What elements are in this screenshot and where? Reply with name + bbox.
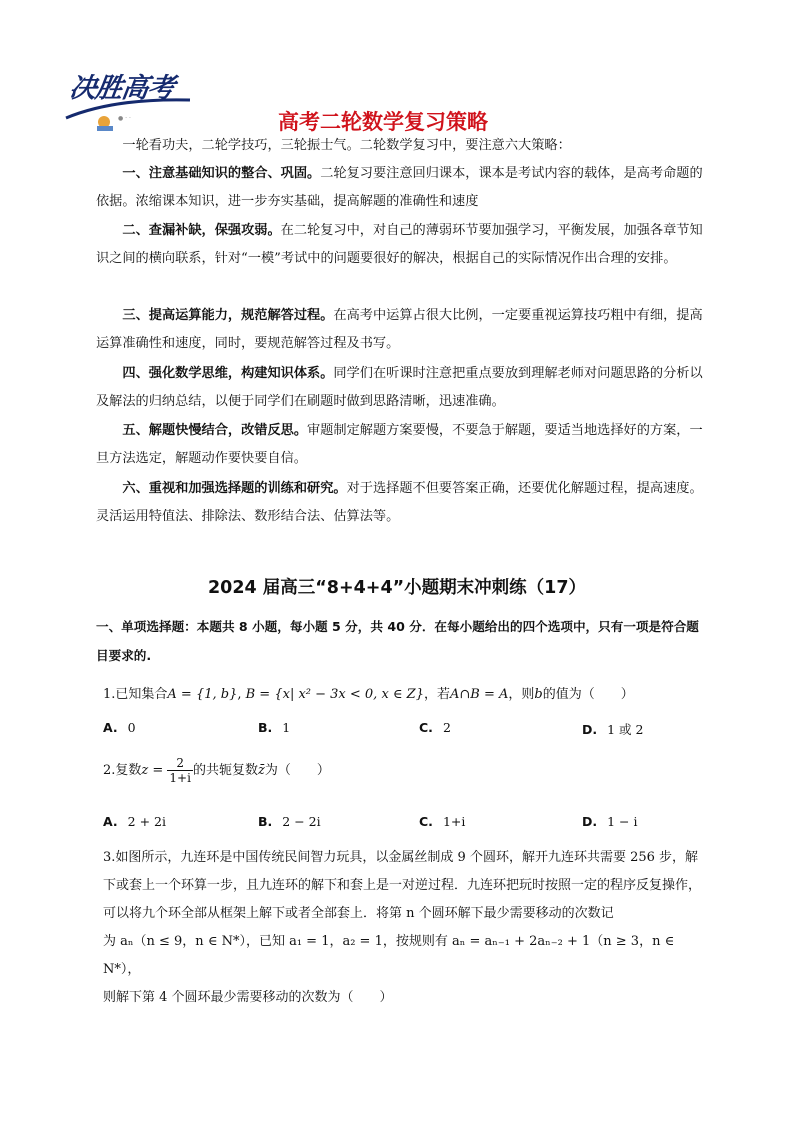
- q1-set-b: B = {x| x² − 3x < 0, x ∈ Z}: [245, 687, 424, 702]
- question-3: [103, 844, 707, 1012]
- q2-prefix: 2.复数: [103, 763, 142, 778]
- q1-var: b: [534, 687, 543, 702]
- q2-lhs: z =: [141, 763, 164, 778]
- q3-line-1: 3.如图所示，九连环是中国传统民间智力玩具，以金属丝制成 9 个圆环，解开九连环共需要 256 步，解下或套上一个环算一步，且九连环的解下和套上是一对逆过程．九连环把玩时按照一定的程序反复操作，可以将九个环全部从框架上解下或者全部套上．将第 n 个圆环解下最少需要移动的次数记: [103, 850, 702, 921]
- q2-suffix: 的共轭复数: [192, 763, 258, 778]
- strategy-5: [96, 417, 704, 473]
- exam-title: 2024 届高三“8+4+4”小题期末冲刺练（17）: [207, 578, 586, 598]
- q1-option-c: C. 2: [419, 720, 451, 735]
- strategy-6: [96, 475, 704, 531]
- q2-option-c: C. 1+i: [419, 814, 466, 829]
- section-instruction: 一、单项选择题：本题共 8 小题，每小题 5 分，共 40 分．在每小题给出的四个选项中，只有一项是符合题目要求的.: [96, 619, 699, 663]
- strategy-1: [96, 160, 704, 216]
- logo: [64, 62, 194, 132]
- q1-prefix: 1.已知集合: [103, 687, 168, 702]
- q1-option-a: A. 0: [103, 720, 136, 735]
- strategy-4-heading: 四、强化数学思维，构建知识体系。: [122, 366, 334, 381]
- strategy-6-heading: 六、重视和加强选择题的训练和研究。: [122, 481, 347, 496]
- strategy-5-heading: 五、解题快慢结合，改错反思。: [122, 423, 308, 438]
- question-2: [103, 756, 330, 785]
- intro-paragraph: [96, 132, 704, 160]
- strategy-6-text: 对于选择题不但要答案正确，还要优化解题过程，提高速度。灵活运用特值法、排除法、数形结合法、估算法等。: [96, 481, 703, 524]
- strategy-1-text: 二轮复习要注意回归课本，课本是考试内容的载体，是高考命题的依据。浓缩课本知识，进一步夯实基础，提高解题的准确性和速度: [96, 166, 703, 209]
- q2-zbar: z̄: [257, 763, 265, 778]
- logo-text: 决胜高考: [67, 73, 176, 104]
- q2-end: 为（ ）: [264, 763, 330, 778]
- q3-line-2: 为 aₙ（n ≤ 9，n ∈ N*），已知 a₁ = 1，a₂ = 1，按规则有 aₙ = aₙ₋₁ + 2aₙ₋₂ + 1（n ≥ 3，n ∈ N*），: [103, 934, 675, 977]
- q2-option-b: B. 2 − 2i: [258, 814, 321, 829]
- q1-option-b: B. 1: [258, 720, 291, 735]
- q1-suffix: ，则: [508, 687, 535, 702]
- q1-option-d: D. 1 或 2: [582, 722, 644, 737]
- logo-swoosh-icon: [64, 96, 194, 132]
- strategy-4-text: 同学们在听课时注意把重点要放到理解老师对问题思路的分析以及解法的归纳总结，以便于同学们在刷题时做到思路清晰，迅速准确。: [96, 366, 703, 409]
- q2-option-a: A. 2 + 2i: [103, 814, 166, 829]
- question-1: 1.已知集合A = {1, b}, B = {x| x² − 3x < 0, x ∈ Z}，若A∩B = A，则b的值为（ ）: [103, 687, 634, 702]
- strategy-1-heading: 一、注意基础知识的整合、巩固。: [122, 166, 321, 181]
- strategy-3: [96, 302, 704, 358]
- q1-set-a: A = {1, b}: [167, 687, 238, 702]
- strategy-2-text: 在二轮复习中，对自己的薄弱环节要加强学习，平衡发展，加强各章节知识之间的横向联系，针对“一模”考试中的问题要很好的解决，根据自己的实际情况作出合理的安排。: [96, 223, 703, 266]
- page-title: 高考二轮数学复习策略: [278, 110, 488, 134]
- q1-mid: ，若: [423, 687, 450, 702]
- strategy-3-text: 在高考中运算占很大比例，一定要重视运算技巧粗中有细，提高运算准确性和速度，同时，要规范解答过程及书写。: [96, 308, 703, 351]
- strategy-2-heading: 二、查漏补缺，保强攻弱。: [122, 223, 281, 238]
- intro-text: 一轮看功夫，二轮学技巧，三轮振士气。二轮数学复习中，要注意六大策略：: [122, 138, 571, 153]
- strategy-3-heading: 三、提高运算能力，规范解答过程。: [122, 308, 334, 323]
- svg-text:● · ·: ● · ·: [118, 115, 131, 122]
- strategy-4: [96, 360, 704, 416]
- q2-option-d: D. 1 − i: [582, 814, 638, 829]
- q1-end: 的值为（ ）: [542, 687, 634, 702]
- q3-line-3: 则解下第 4 个圆环最少需要移动的次数为（ ）: [103, 990, 393, 1005]
- q1-condition: A∩B = A: [449, 687, 509, 702]
- strategy-5-text: 审题制定解题方案要慢，不要急于解题，要适当地选择好的方案，一旦方法选定，解题动作要快要自信。: [96, 423, 703, 466]
- strategy-2: [96, 217, 704, 273]
- q2-fraction: $\frac{2}{1+i}$: [169, 756, 191, 785]
